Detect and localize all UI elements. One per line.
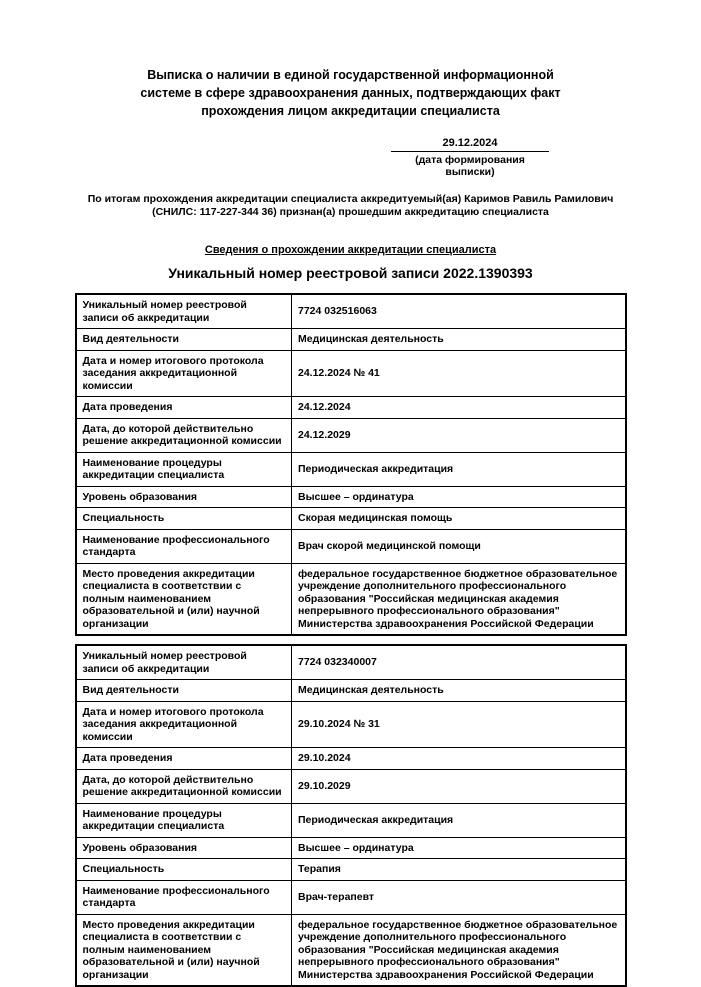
table-row (76, 914, 626, 986)
document-title (111, 66, 591, 120)
record-number-heading: Уникальный номер реестровой записи 2022.1390393 (168, 265, 533, 281)
row-label: Дата и номер итогового протокола заседания аккредитационной комиссии (76, 701, 292, 748)
row-value: Высшее – ординатура (292, 486, 626, 508)
accreditation-table-2 (75, 644, 627, 987)
row-label: Дата, до которой действительно решение аккредитационной комиссии (76, 418, 292, 452)
row-value: 24.12.2029 (292, 418, 626, 452)
table-row (76, 748, 626, 770)
table-row (76, 563, 626, 635)
row-label: Специальность (76, 859, 292, 881)
row-value: Терапия (292, 859, 626, 881)
table-row (76, 680, 626, 702)
row-label: Уровень образования (76, 837, 292, 859)
table-row (76, 452, 626, 486)
row-value: 29.10.2024 (292, 748, 626, 770)
table-row (76, 880, 626, 914)
intro-paragraph: По итогам прохождения аккредитации специалиста аккредитуемый(ая) Каримов Равиль Рамилович (СНИЛС: 117-227-344 36) признан(а) прошедшим аккредитацию специалиста (87, 193, 614, 218)
table-row (76, 803, 626, 837)
table-row (76, 859, 626, 881)
row-label: Место проведения аккредитации специалиста в соответствии с полным наименованием образовательной и (или) научной организации (76, 563, 292, 635)
table-row (76, 645, 626, 680)
accreditation-table-1 (75, 293, 627, 636)
row-value: 7724 032516063 (292, 294, 626, 329)
table-row (76, 294, 626, 329)
row-label: Дата проведения (76, 748, 292, 770)
row-value: Врач скорой медицинской помощи (292, 529, 626, 563)
extract-date-value: 29.12.2024 (391, 137, 549, 152)
row-label: Наименование профессионального стандарта (76, 529, 292, 563)
document-title-line-2: системе в сфере здравоохранения данных, подтверждающих факт (140, 86, 561, 100)
row-label: Дата, до которой действительно решение аккредитационной комиссии (76, 769, 292, 803)
row-label: Место проведения аккредитации специалиста в соответствии с полным наименованием образовательной и (или) научной организации (76, 914, 292, 986)
row-value: 24.12.2024 № 41 (292, 350, 626, 397)
document-title-line-3: прохождения лицом аккредитации специалиста (201, 104, 500, 118)
row-label: Наименование профессионального стандарта (76, 880, 292, 914)
row-value: Периодическая аккредитация (292, 803, 626, 837)
table-row (76, 837, 626, 859)
row-label: Наименование процедуры аккредитации специалиста (76, 803, 292, 837)
table-row (76, 701, 626, 748)
table-row (76, 350, 626, 397)
row-label: Уровень образования (76, 486, 292, 508)
row-label: Специальность (76, 508, 292, 530)
table-row (76, 529, 626, 563)
row-value: 29.10.2024 № 31 (292, 701, 626, 748)
table-row (76, 397, 626, 419)
extract-date-caption: (дата формирования выписки) (415, 154, 525, 178)
row-value: Врач-терапевт (292, 880, 626, 914)
row-label: Дата проведения (76, 397, 292, 419)
table-row (76, 329, 626, 351)
row-label: Вид деятельности (76, 329, 292, 351)
section-heading: Сведения о прохождении аккредитации специалиста (204, 244, 497, 256)
row-label: Уникальный номер реестровой записи об аккредитации (76, 294, 292, 329)
table-row (76, 508, 626, 530)
row-value: Медицинская деятельность (292, 329, 626, 351)
row-value: 29.10.2029 (292, 769, 626, 803)
row-value: федеральное государственное бюджетное образовательное учреждение дополнительного профессионального образования "Российская медицинская академия непрерывного профессионального образования" Министерства здравоохранения Российской Федерации (292, 563, 626, 635)
row-label: Дата и номер итогового протокола заседания аккредитационной комиссии (76, 350, 292, 397)
row-label: Наименование процедуры аккредитации специалиста (76, 452, 292, 486)
row-value: 24.12.2024 (292, 397, 626, 419)
row-value: 7724 032340007 (292, 645, 626, 680)
table-row (76, 769, 626, 803)
extract-date-block (391, 137, 549, 178)
row-value: Медицинская деятельность (292, 680, 626, 702)
row-value: Высшее – ординатура (292, 837, 626, 859)
row-label: Уникальный номер реестровой записи об аккредитации (76, 645, 292, 680)
table-row (76, 418, 626, 452)
row-value: Периодическая аккредитация (292, 452, 626, 486)
row-value: федеральное государственное бюджетное образовательное учреждение дополнительного профессионального образования "Российская медицинская академия непрерывного профессионального образования" Министерства здравоохранения Российской Федерации (292, 914, 626, 986)
row-label: Вид деятельности (76, 680, 292, 702)
row-value: Скорая медицинская помощь (292, 508, 626, 530)
table-row (76, 486, 626, 508)
document-title-line-1: Выписка о наличии в единой государственной информационной (147, 68, 554, 82)
